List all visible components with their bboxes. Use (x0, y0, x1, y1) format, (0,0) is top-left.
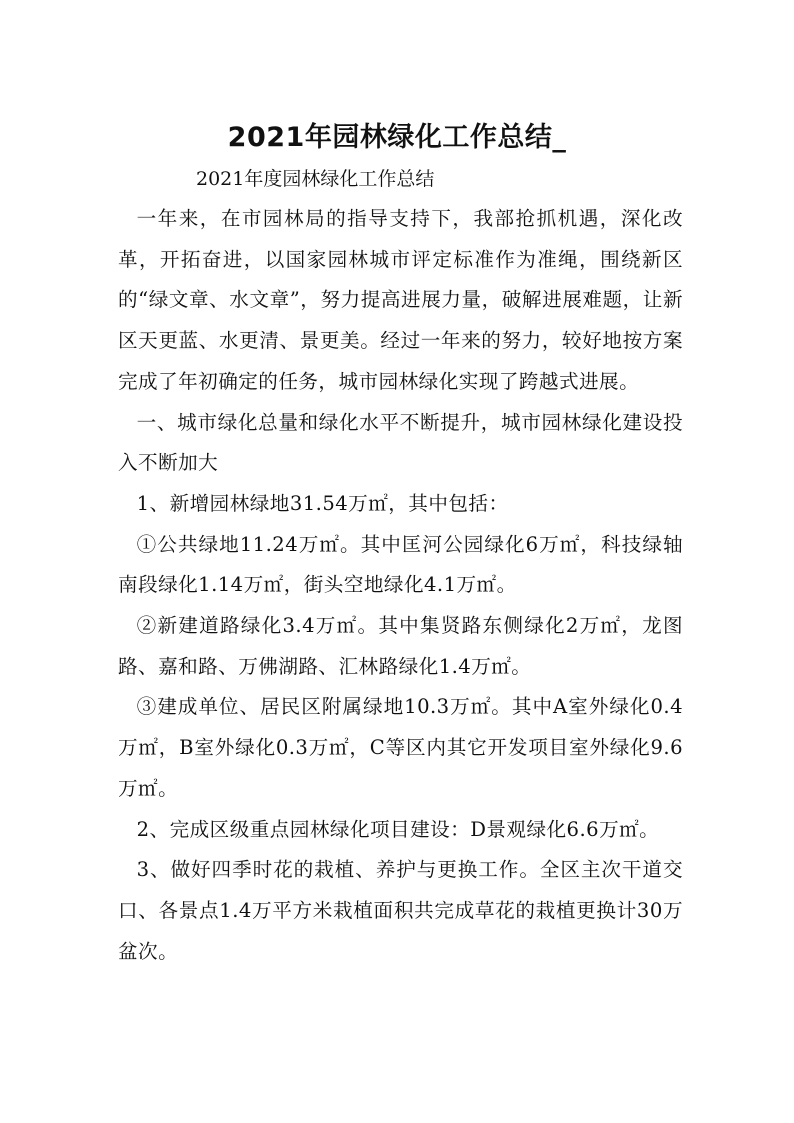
paragraph-subitem-3: ③建成单位、居民区附属绿地10.3万㎡。其中A室外绿化0.4万㎡，B室外绿化0.3万㎡，C等区内其它开发项目室外绿化9.6万㎡。 (118, 695, 683, 800)
paragraph-item-1: 1、新增园林绿地31.54万㎡，其中包括： (136, 491, 509, 515)
paragraph-subitem-2: ②新建道路绿化3.4万㎡。其中集贤路东侧绿化2万㎡，龙图路、嘉和路、万佛湖路、汇林路绿化1.4万㎡。 (118, 614, 683, 678)
paragraph-subitem-1: ①公共绿地11.24万㎡。其中匡河公园绿化6万㎡，科技绿轴南段绿化1.14万㎡，街头空地绿化4.1万㎡。 (118, 532, 683, 597)
document-body (118, 199, 683, 972)
document-subtitle: 2021年度园林绿化工作总结 (196, 168, 435, 190)
document-title: 2021年园林绿化工作总结_ (227, 122, 567, 154)
paragraph-item-2: 2、完成区级重点园林绿化项目建设：D景观绿化6.6万㎡。 (136, 817, 660, 841)
paragraph-section-heading: 一、城市绿化总量和绿化水平不断提升，城市园林绿化建设投入不断加大 (118, 410, 683, 475)
paragraph-intro: 一年来，在市园林局的指导支持下，我部抢抓机遇，深化改革，开拓奋进，以国家园林城市评定标准作为准绳，围绕新区的“绿文章、水文章”，努力提高进展力量，破解进展难题，让新区天更蓝、水更清、景更美。经过一年来的努力，较好地按方案完成了年初确定的任务，城市园林绿化实现了跨越式进展。 (118, 207, 683, 393)
paragraph-item-3: 3、做好四季时花的栽植、养护与更换工作。全区主次干道交口、各景点1.4万平方米栽植面积共完成草花的栽植更换计30万盆次。 (118, 858, 683, 963)
